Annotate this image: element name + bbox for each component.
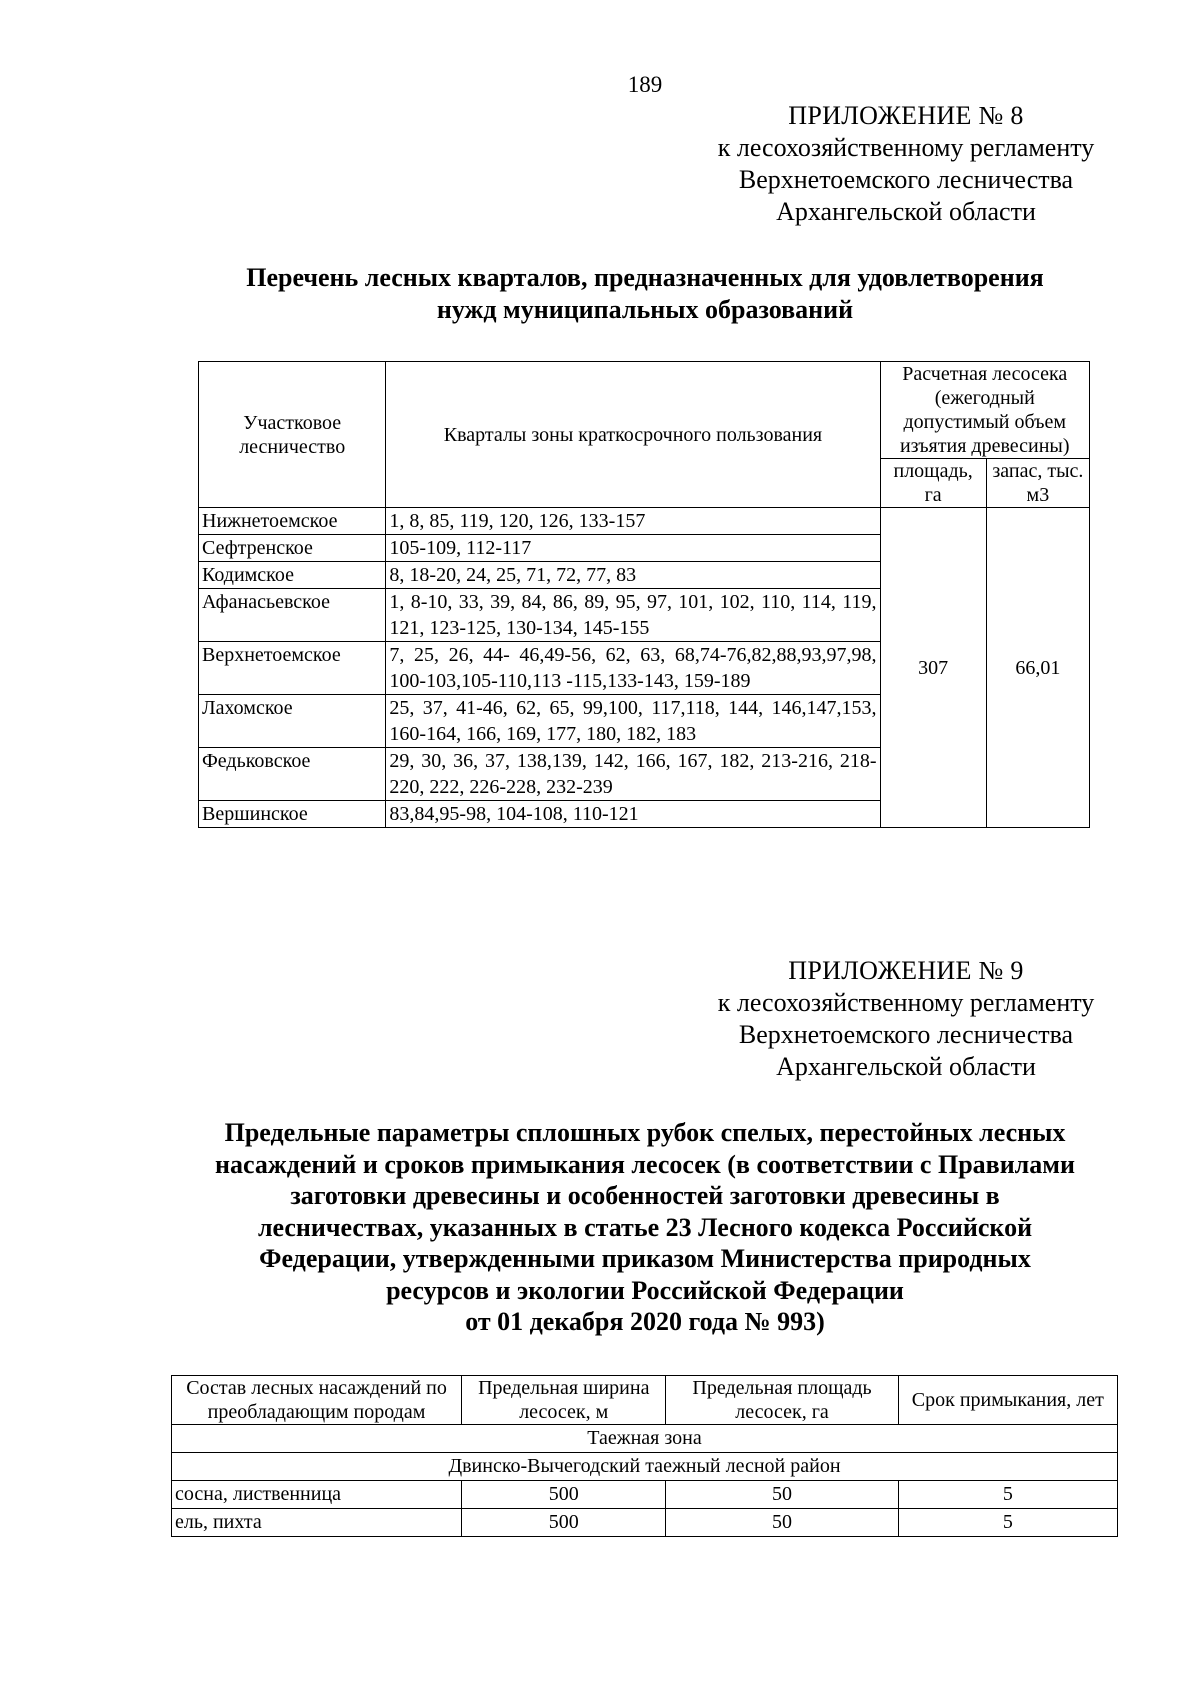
cell-forestry: Федьковское xyxy=(199,748,386,801)
appendix-line: к лесохозяйственному регламенту xyxy=(717,133,1095,162)
cell-term: 5 xyxy=(898,1481,1117,1509)
table-9-title xyxy=(150,1117,1140,1338)
table-row xyxy=(172,1453,1118,1481)
title-line: нужд муниципальных образований xyxy=(436,294,854,324)
clearcut-parameters-table xyxy=(171,1375,1118,1537)
header-stock: запас, тыс. м3 xyxy=(986,459,1089,508)
cell-forestry: Вершинское xyxy=(199,801,386,828)
title-line: Федерации, утвержденными приказом Министерства природных xyxy=(259,1244,1031,1273)
cell-area: 50 xyxy=(666,1481,898,1509)
appendix-line: Архангельской области xyxy=(776,197,1036,226)
header-allowable-cut: Расчетная лесосека (ежегодный допустимый объем изъятия древесины) xyxy=(880,362,1089,459)
district-row: Двинско-Вычегодский таежный лесной район xyxy=(172,1453,1118,1481)
table-header-row xyxy=(199,362,1090,459)
cell-quarters: 83,84,95-98, 104-108, 110-121 xyxy=(386,801,880,828)
table-row xyxy=(172,1425,1118,1453)
cell-forestry: Афанасьевское xyxy=(199,589,386,642)
header-forestry: Участковое лесничество xyxy=(199,362,386,508)
forest-quarters-table xyxy=(198,361,1090,828)
cell-forestry: Лахомское xyxy=(199,695,386,748)
appendix-line: Верхнетоемского лесничества xyxy=(738,165,1074,194)
header-quarters: Кварталы зоны краткосрочного пользования xyxy=(386,362,880,508)
header-composition: Состав лесных насаждений по преобладающим породам xyxy=(172,1376,462,1425)
cell-stock-value: 66,01 xyxy=(986,508,1089,828)
appendix-8-header xyxy=(696,100,1116,228)
cell-forestry: Сефтренское xyxy=(199,535,386,562)
cell-forestry: Нижнетоемское xyxy=(199,508,386,535)
header-adjacency-term: Срок примыкания, лет xyxy=(898,1376,1117,1425)
cell-quarters: 105-109, 112-117 xyxy=(386,535,880,562)
cell-quarters: 29, 30, 36, 37, 138,139, 142, 166, 167, 182, 213-216, 218-220, 222, 226-228, 232-239 xyxy=(386,748,880,801)
cell-term: 5 xyxy=(898,1509,1117,1537)
cell-composition: ель, пихта xyxy=(172,1509,462,1537)
cell-area-value: 307 xyxy=(880,508,986,828)
appendix-line: к лесохозяйственному регламенту xyxy=(717,988,1095,1017)
cell-quarters: 1, 8, 85, 119, 120, 126, 133-157 xyxy=(386,508,880,535)
appendix-title: ПРИЛОЖЕНИЕ № 8 xyxy=(788,101,1024,130)
title-line: Перечень лесных кварталов, предназначенных для удовлетворения xyxy=(246,263,1044,292)
title-line: заготовки древесины и особенностей заготовки древесины в xyxy=(290,1181,1000,1210)
table-row xyxy=(172,1481,1118,1509)
table-row xyxy=(199,508,1090,535)
table-header-row xyxy=(172,1376,1118,1425)
table-8-title xyxy=(160,262,1130,325)
cell-forestry: Верхнетоемское xyxy=(199,642,386,695)
appendix-line: Архангельской области xyxy=(776,1052,1036,1081)
appendix-line: Верхнетоемского лесничества xyxy=(738,1020,1074,1049)
cell-quarters: 25, 37, 41-46, 62, 65, 99,100, 117,118, 144, 146,147,153, 160-164, 166, 169, 177, 180, 182, 183 xyxy=(386,695,880,748)
cell-forestry: Кодимское xyxy=(199,562,386,589)
header-max-width: Предельная ширина лесосек, м xyxy=(462,1376,666,1425)
cell-width: 500 xyxy=(462,1509,666,1537)
cell-quarters: 8, 18-20, 24, 25, 71, 72, 77, 83 xyxy=(386,562,880,589)
cell-area: 50 xyxy=(666,1509,898,1537)
appendix-title: ПРИЛОЖЕНИЕ № 9 xyxy=(788,956,1024,985)
title-line: ресурсов и экологии Российской Федерации xyxy=(386,1275,904,1305)
title-line: Предельные параметры сплошных рубок спелых, перестойных лесных xyxy=(224,1118,1066,1147)
header-area: площадь, га xyxy=(880,459,986,508)
zone-row: Таежная зона xyxy=(172,1425,1118,1453)
cell-quarters: 1, 8-10, 33, 39, 84, 86, 89, 95, 97, 101, 102, 110, 114, 119, 121, 123-125, 130-134, 145-155 xyxy=(386,589,880,642)
title-line: от 01 декабря 2020 года № 993) xyxy=(465,1307,825,1336)
title-line: насаждений и сроков примыкания лесосек (в соответствии с Правилами xyxy=(215,1149,1075,1179)
cell-width: 500 xyxy=(462,1481,666,1509)
cell-quarters: 7, 25, 26, 44- 46,49-56, 62, 63, 68,74-76,82,88,93,97,98, 100-103,105-110,113 -115,133-143, 159-189 xyxy=(386,642,880,695)
header-max-area: Предельная площадь лесосек, га xyxy=(666,1376,898,1425)
title-line: лесничествах, указанных в статье 23 Лесного кодекса Российской xyxy=(257,1212,1033,1242)
page-number: 189 xyxy=(627,72,663,97)
table-row xyxy=(172,1509,1118,1537)
appendix-9-header xyxy=(696,955,1116,1083)
cell-composition: сосна, лиственница xyxy=(172,1481,462,1509)
